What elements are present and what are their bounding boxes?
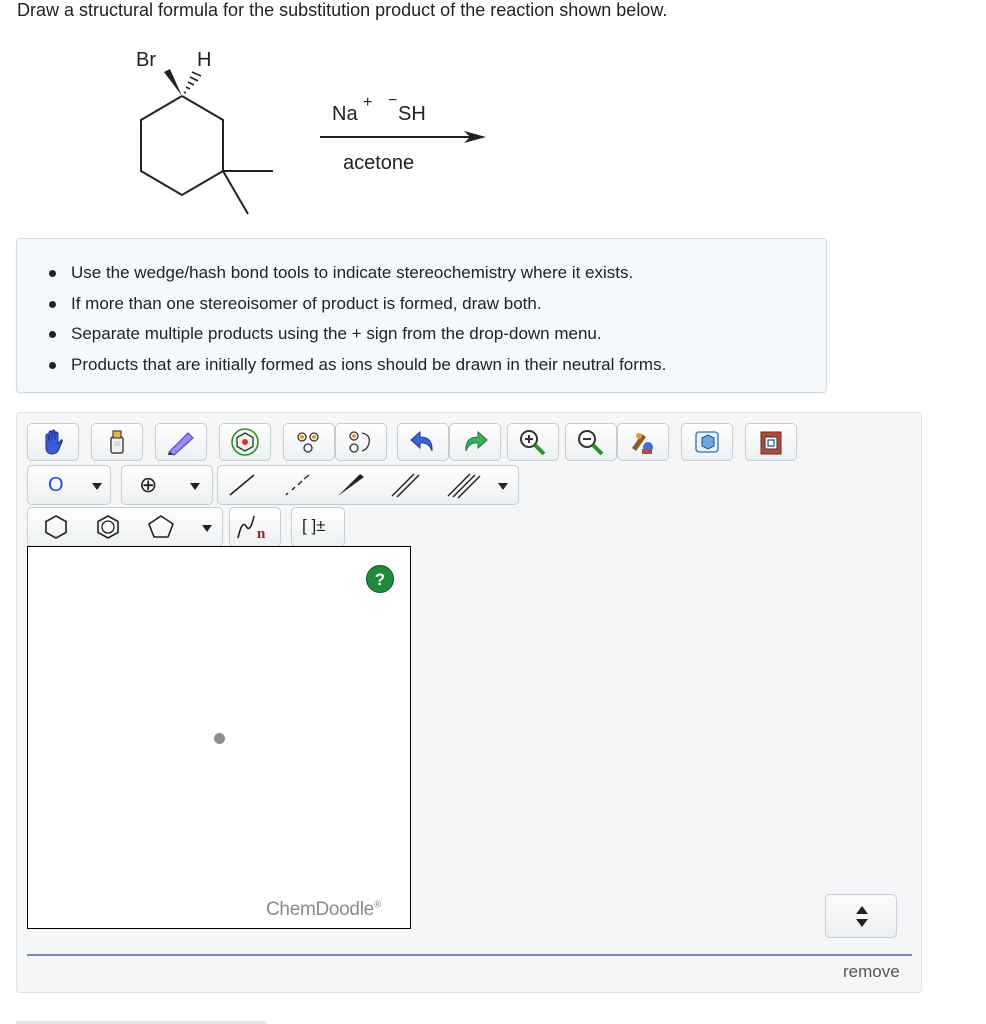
hand-icon (38, 427, 68, 457)
chemdoodle-brand (266, 899, 381, 921)
wedge-bond-br (164, 69, 182, 96)
ring-dropdown-arrow[interactable] (202, 525, 212, 532)
charge-tool-group[interactable] (121, 465, 213, 505)
copy-tool-button[interactable] (283, 423, 335, 461)
chain-tool-button[interactable] (229, 507, 281, 547)
ring-tool-group (27, 507, 223, 547)
bond-dropdown-arrow[interactable] (498, 483, 508, 490)
hydrogen-label: H (197, 49, 212, 71)
bromine-label: Br (136, 49, 156, 71)
solvent-label: acetone (343, 152, 415, 174)
zoom-out-tool-button[interactable] (565, 423, 617, 461)
help-icon[interactable]: ? (366, 565, 394, 593)
wedge-bond-icon (338, 474, 364, 496)
charge-dropdown-arrow[interactable] (190, 483, 200, 490)
bracket-tool-button[interactable] (291, 507, 345, 547)
atom-dropdown-arrow[interactable] (92, 483, 102, 490)
instruction-item: Separate multiple products using the + sign from the drop-down menu. (49, 319, 826, 350)
question-prompt: Draw a structural formula for the substitution product of the reaction shown below. (17, 0, 668, 20)
drawing-canvas[interactable] (27, 546, 411, 929)
svg-text:n: n (257, 526, 266, 542)
product-count-spinner[interactable] (825, 894, 897, 938)
cyclopentane-icon (149, 516, 173, 537)
3d-view-icon (690, 426, 724, 458)
undo-tool-button[interactable] (397, 423, 449, 461)
redo-tool-button[interactable] (449, 423, 501, 461)
zoom-in-icon (516, 426, 550, 458)
instruction-item: Products that are initially formed as ions should be drawn in their neutral forms. (49, 350, 826, 381)
zoom-out-icon (574, 426, 608, 458)
double-bond-icon (392, 474, 419, 497)
remove-link[interactable]: remove (843, 962, 900, 981)
clipboard-icon (754, 426, 788, 458)
anion-label: SH (398, 103, 426, 125)
atom-tool-group[interactable] (27, 465, 111, 505)
lasso-tool-button[interactable] (155, 423, 207, 461)
methyl-bond-down (223, 171, 248, 214)
section-divider (27, 954, 912, 956)
3d-tool-button[interactable] (681, 423, 733, 461)
undo-icon (406, 427, 440, 457)
ring-tool-button[interactable] (219, 423, 271, 461)
anion-charge: − (388, 92, 398, 109)
ring-template-icon (229, 426, 261, 458)
atom-label[interactable]: O (48, 474, 64, 496)
chemdoodle-sketcher (16, 412, 922, 993)
spinner-arrows-icon (826, 895, 898, 939)
cation-charge: + (363, 94, 373, 111)
benzene-icon (98, 516, 118, 538)
triple-bond-icon (448, 474, 480, 498)
cyclohexane-ring (141, 96, 273, 214)
bracket-label[interactable]: [ ]± (302, 516, 326, 535)
marker-icon (164, 427, 198, 457)
clean-tool-button[interactable] (617, 423, 669, 461)
reaction-scheme (100, 38, 520, 228)
instruction-item: Use the wedge/hash bond tools to indicate stereochemistry where it exists. (49, 258, 826, 289)
clean-structure-icon (626, 426, 660, 458)
instruction-item: If more than one stereoisomer of product is formed, draw both. (49, 289, 826, 320)
bond-tool-group (217, 465, 519, 505)
instructions-box (16, 238, 827, 393)
canvas-dot (214, 733, 225, 744)
charge-label[interactable]: ⊕ (139, 472, 158, 497)
hash-bond-icon (286, 475, 309, 495)
cyclohexane-icon (46, 516, 66, 538)
zoom-in-tool-button[interactable] (507, 423, 559, 461)
paste-tool-button[interactable] (335, 423, 387, 461)
brand-mark: ® (373, 899, 381, 911)
clipboard-tool-button[interactable] (745, 423, 797, 461)
molecule-copy-icon (292, 427, 326, 457)
molecule-paste-icon (344, 427, 378, 457)
eraser-tool-button[interactable] (91, 423, 143, 461)
cation-label: Na (332, 103, 358, 125)
brand-name: ChemDoodle (266, 899, 374, 920)
hand-tool-button[interactable] (27, 423, 79, 461)
eraser-icon (102, 427, 132, 457)
single-bond-icon (230, 475, 254, 495)
hash-bond-h (184, 72, 201, 93)
redo-icon (458, 427, 492, 457)
chain-icon (230, 508, 280, 546)
